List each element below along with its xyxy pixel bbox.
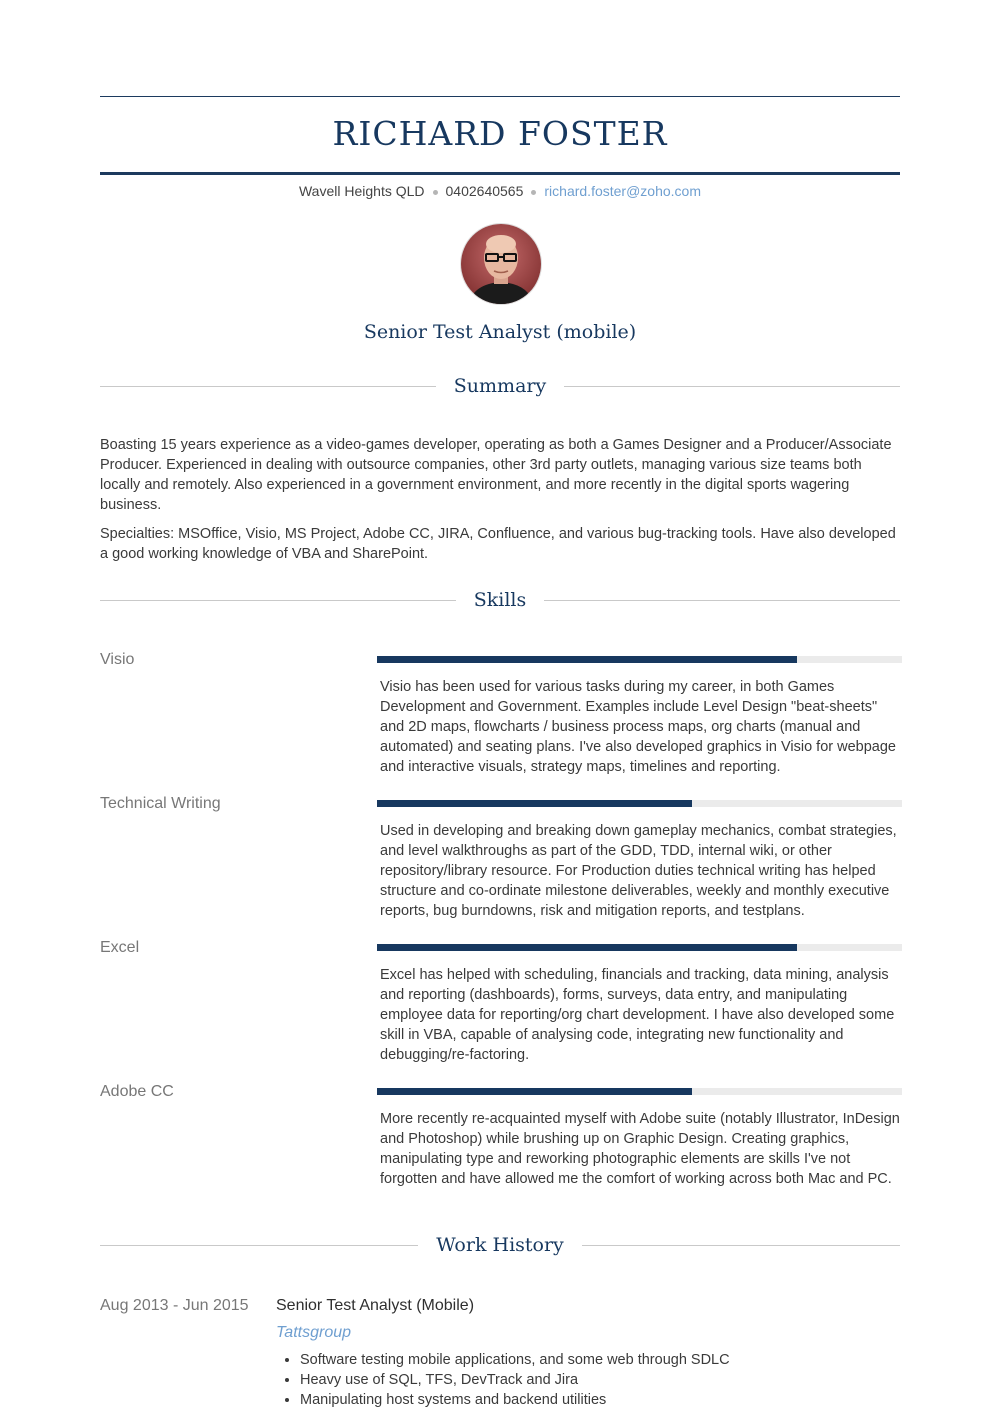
job-headline: Senior Test Analyst (mobile) xyxy=(363,321,637,343)
summary-paragraph: Boasting 15 years experience as a video-games developer, operating as both a Games Designer and a Producer/Associate Producer. Experienced in dealing with outsource companies, other 3rd party outlets, managing various size teams both locally and remotely. Also experienced in a government environment, and more recently in the digital sports wagering business. xyxy=(100,437,892,513)
phone-text: 0402640565 xyxy=(445,183,524,199)
list-item: • Software testing mobile applications, and some web through SDLC xyxy=(300,1350,730,1370)
avatar xyxy=(460,223,542,305)
skill-name: Visio xyxy=(100,651,135,668)
skill-level-bar xyxy=(377,656,902,663)
contact-line xyxy=(100,182,900,200)
profile-photo-icon xyxy=(461,224,541,304)
list-item: • Heavy use of SQL, TFS, DevTrack and Jira xyxy=(300,1370,730,1390)
skill-description: Used in developing and breaking down gameplay mechanics, combat strategies, and level walkthroughs as part of the GDD, TDD, internal wiki, or other repository/library resource. For Production duties technical writing has helped structure and co-ordinate milestone deliverables, weekly and monthly executive reports, bug burndowns, risk and mitigation reports, and testplans. xyxy=(380,823,897,919)
skill-level-fill xyxy=(377,1088,692,1095)
header-rule-bottom xyxy=(100,172,900,175)
skill-description: Excel has helped with scheduling, financials and tracking, data mining, analysis and reporting (dashboards), forms, surveys, data entry, and manipulating employee data for reporting/org chart development. I have also developed some skill in VBA, capable of analysing code, integrating new functionality and debugging/re-factoring. xyxy=(380,967,895,1063)
work-history-heading xyxy=(100,1230,900,1260)
skill-level-bar xyxy=(377,800,902,807)
list-item: • Manipulating host systems and backend utilities xyxy=(300,1390,730,1410)
location-text: Wavell Heights QLD xyxy=(298,183,425,199)
section-title: Summary xyxy=(100,371,900,401)
skill-level-bar xyxy=(377,944,902,951)
job-bullet-list xyxy=(276,1350,730,1410)
header-rule-top xyxy=(100,96,900,97)
summary-paragraph: Specialties: MSOffice, Visio, MS Project, Adobe CC, JIRA, Confluence, and various bug-tracking tools. Have also developed a good working knowledge of VBA and SharePoint. xyxy=(100,526,896,562)
job-company: Tattsgroup xyxy=(276,1324,352,1341)
email-link[interactable]: richard.foster@zoho.com xyxy=(544,183,701,199)
skill-level-fill xyxy=(377,944,797,951)
separator-dot-icon xyxy=(531,190,536,195)
skill-level-fill xyxy=(377,800,692,807)
candidate-name: RICHARD FOSTER xyxy=(332,114,668,153)
skills-heading xyxy=(100,585,900,615)
skill-name: Technical Writing xyxy=(100,795,221,812)
skill-description: More recently re-acquainted myself with Adobe suite (notably Illustrator, InDesign and Photoshop) while brushing up on Graphic Design. Creating graphics, manipulating type and reworking photographic elements are skills I've not forgotten and have allowed me the comfort of working across both Mac and PC. xyxy=(380,1111,900,1187)
skill-description: Visio has been used for various tasks during my career, in both Games Development and Government. Examples include Level Design "beat-sheets" and 2D maps, flowcharts / business process maps, org charts (manual and automated) and seating plans. I've also developed graphics in Visio for webpage and interactive visuals, strategy maps, timelines and reporting. xyxy=(380,679,896,775)
skill-name: Adobe CC xyxy=(100,1083,174,1100)
separator-dot-icon xyxy=(433,190,438,195)
job-title: Senior Test Analyst (Mobile) xyxy=(276,1297,475,1314)
skill-level-fill xyxy=(377,656,797,663)
section-title: Skills xyxy=(100,585,900,615)
summary-heading xyxy=(100,371,900,401)
section-title: Work History xyxy=(100,1230,900,1260)
skill-name: Excel xyxy=(100,939,140,956)
job-dates: Aug 2013 - Jun 2015 xyxy=(100,1297,249,1314)
skill-level-bar xyxy=(377,1088,902,1095)
